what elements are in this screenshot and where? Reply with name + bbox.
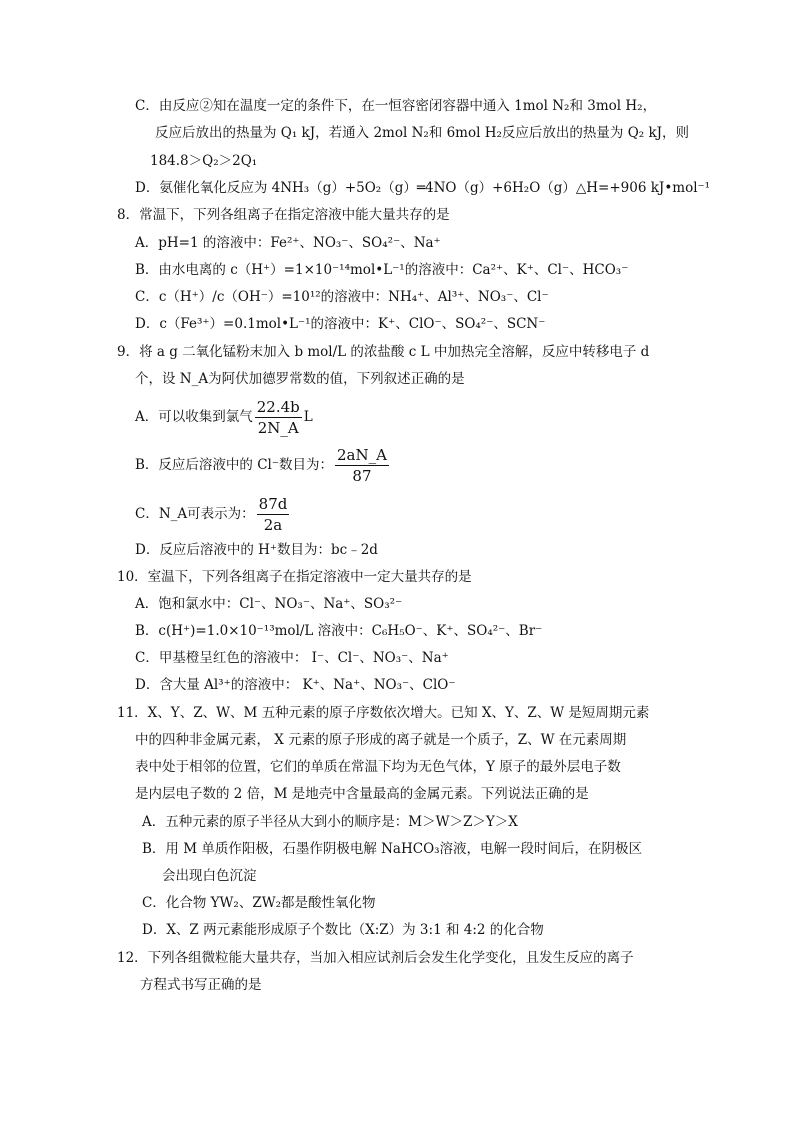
q9-option-b-text: B．反应后溶液中的 Cl⁻数目为： [135,457,333,473]
q9-option-c-text: C．N_A可表示为： [135,506,255,522]
q9-option-c-fraction [257,495,290,534]
q10-option-b: B．c(H⁺)=1.0×10⁻¹³mol/L 溶液中：C₆H₅O⁻、K⁺、SO₄²⁻、Br⁻ [135,623,543,639]
q11-stem-line1: 11．X、Y、Z、W、M 五种元素的原子序数依次增大。已知 X、Y、Z、W 是短周期元素 [117,705,650,721]
q7-option-c-line3: 184.8＞Q₂＞2Q₁ [150,153,258,169]
q8-option-d: D．c（Fe³⁺）=0.1mol•L⁻¹的溶液中：K⁺、ClO⁻、SO₄²⁻、SCN⁻ [135,316,546,332]
q10-option-d: D．含大量 Al³⁺的溶液中： K⁺、Na⁺、NO₃⁻、ClO⁻ [135,677,456,693]
q8-option-c: C．c（H⁺）/c（OH⁻）=10¹²的溶液中：NH₄⁺、Al³⁺、NO₃⁻、Cl⁻ [135,289,549,305]
fraction-numerator: 2aN_A [336,446,387,464]
q10-stem: 10．室温下，下列各组离子在指定溶液中一定大量共存的是 [117,569,472,585]
q11-option-b-line2: 会出现白色沉淀 [162,868,257,884]
q9-option-d: D．反应后溶液中的 H⁺数目为：bc﹣2d [135,542,378,558]
q9-option-b-fraction [335,446,389,485]
fraction-denominator: 87 [352,467,372,485]
q7-option-c-line2: 反应后放出的热量为 Q₁ kJ，若通入 2mol N₂和 6mol H₂反应后放出的热量为 Q₂ kJ，则 [155,125,690,141]
q10-option-c: C．甲基橙呈红色的溶液中： I⁻、Cl⁻、NO₃⁻、Na⁺ [135,650,449,666]
fraction-denominator: 2a [263,516,283,534]
q8-option-b: B．由水电离的 c（H⁺）=1×10⁻¹⁴mol•L⁻¹的溶液中：Ca²⁺、K⁺、Cl⁻、HCO₃⁻ [135,262,629,278]
q9-option-b [135,445,391,485]
q7-option-c-line1: C．由反应②知在温度一定的条件下，在一恒容密闭容器中通入 1mol N₂和 3mol H₂， [135,98,657,114]
q11-stem-line4: 是内层电子数的 2 倍，M 是地壳中含量最高的金属元素。下列说法正确的是 [135,786,589,802]
q11-option-d: D．X、Z 两元素能形成原子个数比（X:Z）为 3:1 和 4:2 的化合物 [142,922,544,938]
q12-stem-line2: 方程式书写正确的是 [140,977,262,993]
q9-stem-line2: 个，设 N_A为阿伏加德罗常数的值，下列叙述正确的是 [135,371,465,387]
q9-stem-line1: 9．将 a g 二氧化锰粉末加入 b mol/L 的浓盐酸 c L 中加热完全溶解，反应中转移电子 d [117,344,650,360]
q9-option-a [135,397,313,437]
q11-option-b-line1: B．用 M 单质作阳极，石墨作阴极电解 NaHCO₃溶液，电解一段时间后，在阴极区 [142,841,643,857]
fraction-denominator: 2N_A [257,419,299,437]
q11-option-a: A．五种元素的原子半径从大到小的顺序是：M＞W＞Z＞Y＞X [142,814,518,830]
q9-option-a-unit: L [303,409,313,425]
q10-option-a: A．饱和氯水中：Cl⁻、NO₃⁻、Na⁺、SO₃²⁻ [135,596,403,612]
q9-option-a-text: A．可以收集到氯气 [135,409,253,425]
q8-option-a: A．pH=1 的溶液中：Fe²⁺、NO₃⁻、SO₄²⁻、Na⁺ [135,235,441,251]
q11-stem-line2: 中的四种非金属元素， X 元素的原子形成的离子就是一个质子，Z、W 在元素周期 [135,732,627,748]
q11-stem-line3: 表中处于相邻的位置，它们的单质在常温下均为无色气体，Y 原子的最外层电子数 [135,759,621,775]
fraction-numerator: 22.4b [256,398,300,416]
q9-option-c [135,494,291,534]
q9-option-a-fraction [255,398,302,437]
q12-stem-line1: 12．下列各组微粒能大量共存，当加入相应试剂后会发生化学变化，且发生反应的离子 [117,950,634,966]
q11-option-c: C．化合物 YW₂、ZW₂都是酸性氧化物 [142,895,376,911]
q7-option-d: D．氨催化氧化反应为 4NH₃（g）+5O₂（g）═4NO（g）+6H₂O（g）△H=+906 kJ•mol⁻¹ [135,180,711,196]
fraction-numerator: 87d [258,495,288,513]
q8-stem: 8．常温下，下列各组离子在指定溶液中能大量共存的是 [117,207,450,223]
